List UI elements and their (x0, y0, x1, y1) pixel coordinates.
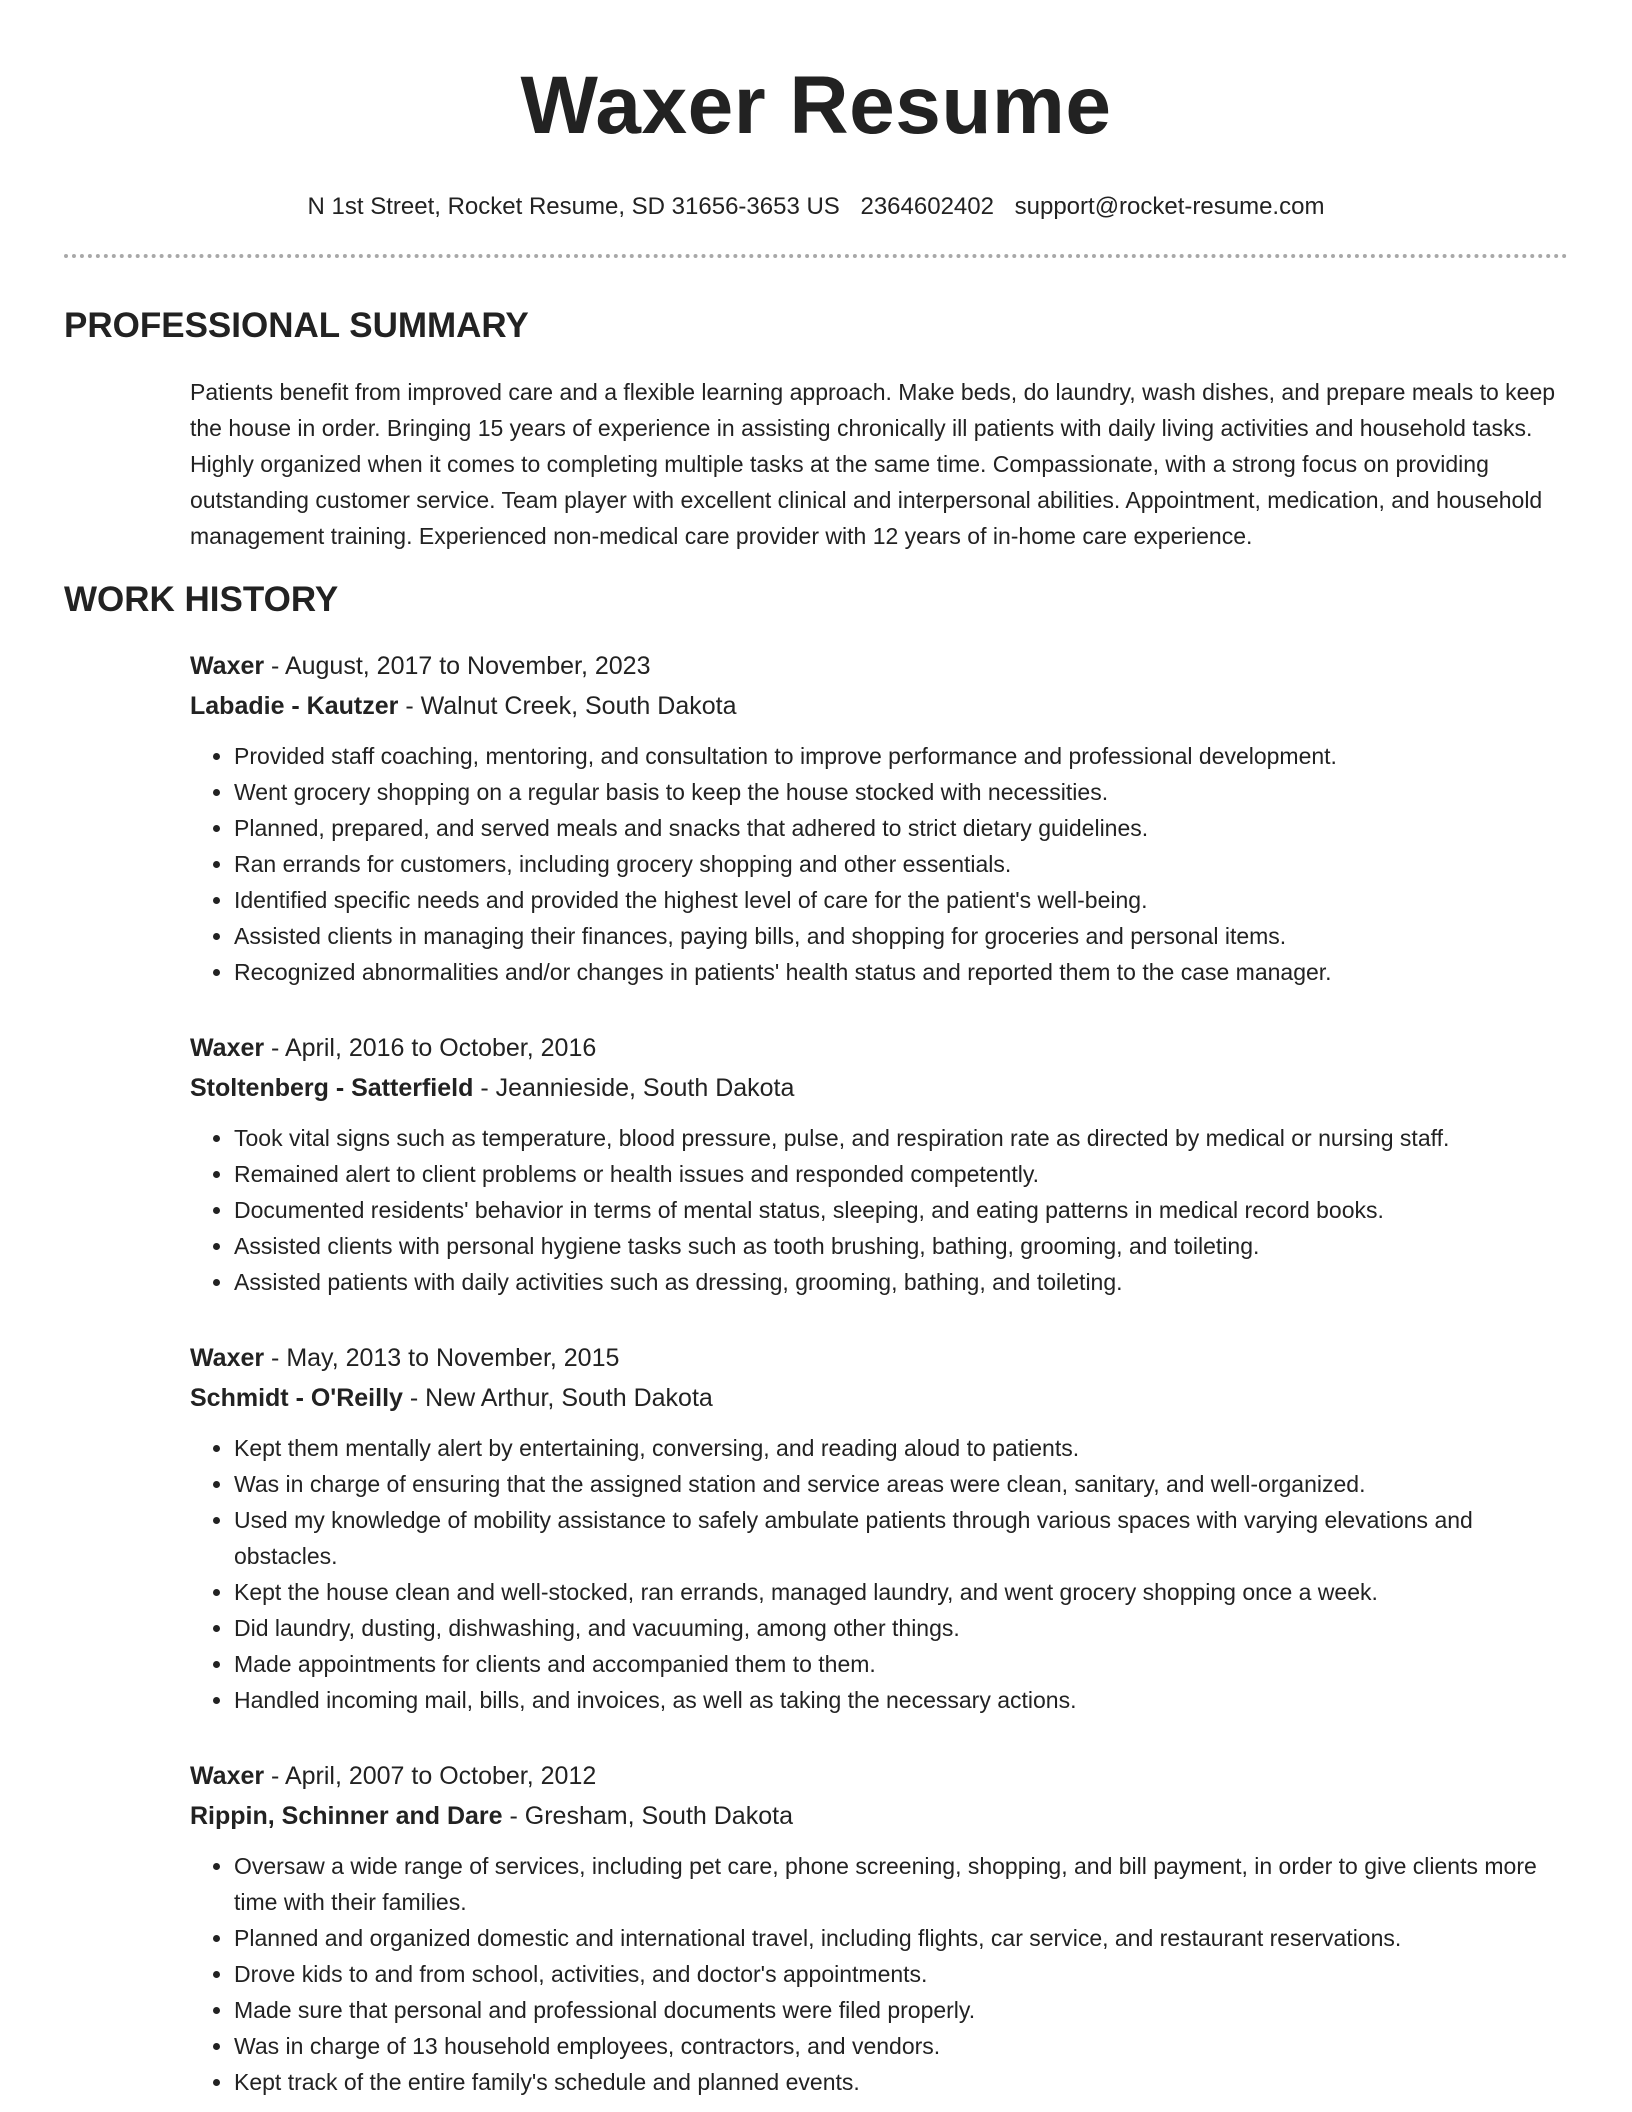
job-duty-item: • Provided staff coaching, mentoring, and consultation to improve performance and professional development. (234, 738, 1568, 774)
job-duty-item: • Kept track of the entire family's schedule and planned events. (234, 2064, 1568, 2100)
job-duty-item: • Used my knowledge of mobility assistance to safely ambulate patients through various spaces with varying elevations and obstacles. (234, 1502, 1568, 1574)
resume-name: Waxer Resume (520, 60, 1112, 151)
job-duties-list (190, 738, 1568, 990)
job-company: Labadie - Kautzer (190, 692, 399, 720)
job-duty-item: • Oversaw a wide range of services, including pet care, phone screening, shopping, and bill payment, in order to give clients more time with their families. (234, 1848, 1568, 1920)
job-title-line (190, 1338, 1568, 1378)
job-company: Stoltenberg - Satterfield (190, 1074, 474, 1102)
contact-email: support@rocket-resume.com (1014, 193, 1325, 220)
job-duty-item: • Handled incoming mail, bills, and invoices, as well as taking the necessary actions. (234, 1682, 1568, 1718)
job-title-line (190, 646, 1568, 686)
work-history-list (190, 622, 1568, 2100)
header-divider (64, 254, 1568, 258)
job-duty-item: • Made appointments for clients and accompanied them to them. (234, 1646, 1568, 1682)
job-duty-item: • Documented residents' behavior in terms of mental status, sleeping, and eating patterns in medical record books. (234, 1192, 1568, 1228)
job-dates: - August, 2017 to November, 2023 (264, 652, 651, 680)
contact-phone: 2364602402 (860, 193, 994, 220)
job-location: - Walnut Creek, South Dakota (398, 692, 737, 720)
job-duty-item: • Did laundry, dusting, dishwashing, and vacuuming, among other things. (234, 1610, 1568, 1646)
job-title-line (190, 1756, 1568, 1796)
job-duty-item: • Identified specific needs and provided the highest level of care for the patient's well-being. (234, 882, 1568, 918)
job-location: - New Arthur, South Dakota (402, 1384, 713, 1412)
job-dates: - April, 2007 to October, 2012 (264, 1762, 597, 1790)
summary-content (190, 374, 1568, 554)
job-duty-item: • Took vital signs such as temperature, blood pressure, pulse, and respiration rate as directed by medical or nursing staff. (234, 1120, 1568, 1156)
job-title-line (190, 1028, 1568, 1068)
job-role: Waxer (190, 1034, 265, 1062)
job-entry (190, 1756, 1568, 2100)
job-duties-list (190, 1120, 1568, 1300)
job-duties-list (190, 1430, 1568, 1718)
job-company: Rippin, Schinner and Dare (190, 1802, 503, 1830)
job-duty-item: • Ran errands for customers, including grocery shopping and other essentials. (234, 846, 1568, 882)
job-dates: - May, 2013 to November, 2015 (264, 1344, 620, 1372)
job-entry (190, 1028, 1568, 1300)
contact-address: N 1st Street, Rocket Resume, SD 31656-3653 US (307, 193, 840, 220)
summary-text: Patients benefit from improved care and a flexible learning approach. Make beds, do laundry, wash dishes, and prepare meals to keep the house in order. Bringing 15 years of experience in assisting chronically ill patients with daily living activities and household tasks. Highly organized when it comes to completing multiple tasks at the same time. Compassionate, with a strong focus on providing outstanding customer service. Team player with excellent clinical and interpersonal abilities. Appointment, medication, and household management training. Experienced non-medical care provider with 12 years of in-home care experience. (190, 379, 1556, 549)
job-company: Schmidt - O'Reilly (190, 1384, 403, 1412)
job-duty-item: • Assisted clients with personal hygiene tasks such as tooth brushing, bathing, grooming, and toileting. (234, 1228, 1568, 1264)
job-role: Waxer (190, 1344, 265, 1372)
job-duty-item: • Went grocery shopping on a regular basis to keep the house stocked with necessities. (234, 774, 1568, 810)
job-location: - Gresham, South Dakota (502, 1802, 793, 1830)
job-duty-item: • Kept them mentally alert by entertaining, conversing, and reading aloud to patients. (234, 1430, 1568, 1466)
section-title-work-history: WORK HISTORY (64, 580, 339, 619)
job-location: - Jeannieside, South Dakota (473, 1074, 795, 1102)
job-role: Waxer (190, 1762, 265, 1790)
job-entry (190, 646, 1568, 990)
job-duty-item: • Assisted clients in managing their finances, paying bills, and shopping for groceries and personal items. (234, 918, 1568, 954)
job-company-line (190, 1378, 1568, 1418)
job-role: Waxer (190, 652, 265, 680)
contact-line (64, 192, 1568, 222)
job-duty-item: • Was in charge of ensuring that the assigned station and service areas were clean, sanitary, and well-organized. (234, 1466, 1568, 1502)
job-duty-item: • Drove kids to and from school, activities, and doctor's appointments. (234, 1956, 1568, 1992)
job-company-line (190, 1796, 1568, 1836)
job-duty-item: • Kept the house clean and well-stocked, ran errands, managed laundry, and went grocery shopping once a week. (234, 1574, 1568, 1610)
section-title-summary: PROFESSIONAL SUMMARY (64, 306, 529, 345)
job-duty-item: • Remained alert to client problems or health issues and responded competently. (234, 1156, 1568, 1192)
job-duty-item: • Assisted patients with daily activities such as dressing, grooming, bathing, and toileting. (234, 1264, 1568, 1300)
job-duty-item: • Recognized abnormalities and/or changes in patients' health status and reported them to the case manager. (234, 954, 1568, 990)
job-dates: - April, 2016 to October, 2016 (264, 1034, 597, 1062)
job-company-line (190, 1068, 1568, 1108)
job-duty-item: • Planned, prepared, and served meals and snacks that adhered to strict dietary guidelines. (234, 810, 1568, 846)
job-duty-item: • Made sure that personal and professional documents were filed properly. (234, 1992, 1568, 2028)
job-duty-item: • Planned and organized domestic and international travel, including flights, car service, and restaurant reservations. (234, 1920, 1568, 1956)
job-duty-item: • Was in charge of 13 household employees, contractors, and vendors. (234, 2028, 1568, 2064)
job-duties-list (190, 1848, 1568, 2100)
job-entry (190, 1338, 1568, 1718)
job-company-line (190, 686, 1568, 726)
